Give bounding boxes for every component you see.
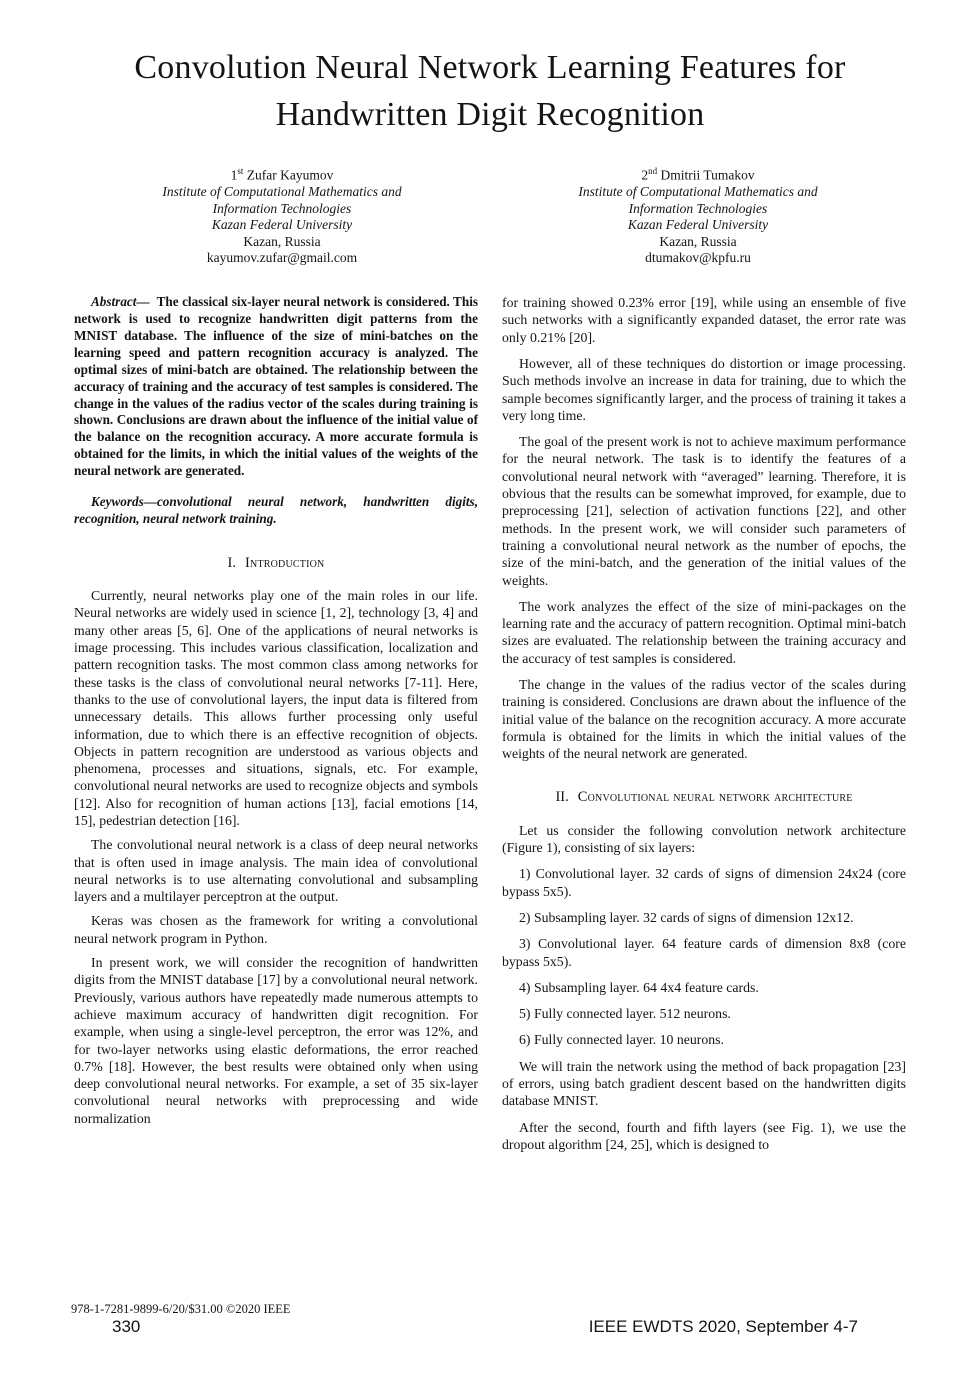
left-column bbox=[74, 294, 478, 1162]
footer-page-number: 330 bbox=[112, 1317, 141, 1336]
body-paragraph: The work analyzes the effect of the size of mini-packages on the learning rate and the accuracy of pattern recognition. Optimal mini-batch sizes are evaluated. The relationship between the training accuracy and the accuracy of test samples is considered. bbox=[502, 598, 906, 666]
author-2-affiliation-line-2: Information Technologies bbox=[628, 200, 768, 216]
author-2-affiliation-line-1: Institute of Computational Mathematics and bbox=[578, 184, 818, 200]
author-2-email: dtumakov@kpfu.ru bbox=[645, 250, 751, 266]
section-title: Convolutional neural network architecture bbox=[577, 789, 853, 806]
list-item-layer-1: 1) Convolutional layer. 32 cards of signs of dimension 24x24 (core bypass 5x5). bbox=[502, 866, 906, 899]
body-paragraph: Currently, neural networks play one of the main roles in our life. Neural networks are widely used in science [1, 2], technology [3, 4] and many other areas [5, 6]. One of the applications of neural networks is image processing. This includes various classification, localization and pattern recognition tasks. The most common class among networks for these tasks is the class of convolutional neural networks [7-11]. Here, thanks to the use of convolutional layers, the input data is filtered from unnecessary details. This allows further processing only useful information, due to which there is an effective recognition of objects. Objects in pattern recognition are understood as various objects and phenomena, processes and situations, signals, etc. For example, convolutional neural networks are used to recognize objects and symbols [12]. Also for recognition of human actions [13], facial emotions [14, 15], pedestrian detection [16]. bbox=[74, 588, 478, 828]
keywords bbox=[74, 494, 478, 528]
body-paragraph: for training showed 0.23% error [19], while using an ensemble of five such networks with a significantly expanded dataset, the error rate was only 0.21% [20]. bbox=[502, 295, 906, 345]
author-block-row bbox=[0, 163, 980, 267]
author-2 bbox=[490, 163, 906, 267]
abstract bbox=[74, 294, 478, 480]
author-2-university: Kazan Federal University bbox=[627, 217, 769, 233]
abstract-text: The classical six-layer neural network is considered. This network is used to recognize handwritten digit patterns from the MNIST database. The influence of the size of mini-batches on the learning speed and pattern recognition accuracy is analyzed. The optimal sizes of mini-batch are obtained. The relationship between the accuracy of training and the accuracy of test samples is considered. The change in the values of the radius vector of the scales during training is shown. Conclusions are drawn about the influence of the initial value of the balance on the recognition accuracy. A more accurate formula is obtained for the limits, in which the initial values of the weights of the neural network are generated. bbox=[74, 294, 478, 479]
footer-copyright: 978-1-7281-9899-6/20/$31.00 ©2020 IEEE bbox=[71, 1302, 291, 1316]
section-title: Introduction bbox=[245, 554, 325, 571]
paper-title-line-2: Handwritten Digit Recognition bbox=[275, 96, 705, 133]
list-item-layer-5: 5) Fully connected layer. 512 neurons. bbox=[519, 1006, 731, 1022]
body-paragraph: The change in the values of the radius vector of the scales during training is considered. Conclusions are drawn about the influence of the initial value of the balance on the recognition accuracy. A more accurate formula is obtained for the limits in which the initial values of the weights of the neural network are generated. bbox=[502, 677, 906, 762]
author-2-location: Kazan, Russia bbox=[659, 233, 737, 249]
list-item-layer-4: 4) Subsampling layer. 64 4x4 feature cards. bbox=[519, 979, 759, 995]
section-heading-architecture bbox=[502, 789, 906, 806]
keywords-label: Keywords— bbox=[91, 494, 157, 510]
paper-title-line-1: Convolution Neural Network Learning Features for bbox=[134, 49, 846, 86]
footer-conference: IEEE EWDTS 2020, September 4-7 bbox=[588, 1317, 858, 1336]
author-1-name: 1st Zufar Kayumov bbox=[230, 166, 334, 183]
author-2-name: 2nd Dmitrii Tumakov bbox=[641, 166, 755, 183]
author-1-email: kayumov.zufar@gmail.com bbox=[206, 250, 358, 266]
right-column bbox=[502, 294, 906, 1162]
abstract-label: Abstract— bbox=[91, 294, 150, 310]
keywords-text: convolutional neural network, handwritten digits, recognition, neural network training. bbox=[74, 494, 478, 526]
body-paragraph: The goal of the present work is not to achieve maximum performance for the neural network. The task is to identify the features of a convolutional neural network with “averaged” learning. Therefore, it is obvious that the results can be somewhat improved, for example, due to preprocessing [21], selection of activation functions [22], and other methods. In the present work, we will consider such parameters of training a convolutional neural network as the number of epochs, the size of the mini-batch, and the generation of the initial values of the weights. bbox=[502, 434, 906, 588]
author-1-location: Kazan, Russia bbox=[243, 233, 321, 249]
body-paragraph: We will train the network using the method of back propagation [23] of errors, using batch gradient descent based on the handwritten digits database MNIST. bbox=[502, 1058, 906, 1109]
author-1 bbox=[74, 163, 490, 267]
author-1-affiliation-line-2: Information Technologies bbox=[212, 200, 352, 216]
author-1-university: Kazan Federal University bbox=[211, 217, 353, 233]
body-paragraph: Let us consider the following convolution network architecture (Figure 1), consisting of six layers: bbox=[502, 822, 906, 856]
list-item-layer-2: 2) Subsampling layer. 32 cards of signs of dimension 12x12. bbox=[519, 909, 854, 925]
body-paragraph: Keras was chosen as the framework for writing a convolutional neural network program in Python. bbox=[74, 913, 478, 946]
list-item-layer-3: 3) Convolutional layer. 64 feature cards of dimension 8x8 (core bypass 5x5). bbox=[502, 936, 906, 969]
body-paragraph: However, all of these techniques do distortion or image processing. Such methods involve an increase in data for training, due to which the sample becomes significantly larger, and the process of training it takes a very long time. bbox=[502, 355, 906, 423]
section-number: II. bbox=[555, 789, 569, 806]
body-paragraph: The convolutional neural network is a class of deep neural networks that is often used in image analysis. The main idea of convolutional neural networks is to use alternating convolutional and subsampling layers and a multilayer perceptron at the output. bbox=[74, 837, 478, 905]
author-1-affiliation-line-1: Institute of Computational Mathematics and bbox=[162, 184, 402, 200]
list-item-layer-6: 6) Fully connected layer. 10 neurons. bbox=[519, 1032, 724, 1048]
section-heading-introduction bbox=[74, 555, 478, 572]
body-columns bbox=[0, 294, 980, 1162]
body-paragraph: In present work, we will consider the recognition of handwritten digits from the MNIST database [17] by a convolutional neural network. Previously, various authors have repeatedly made numerous attempts to achieve maximum accuracy of handwritten digit recognition. For example, when using a single-level perceptron, the error was 12%, and for two-layer networks using elastic deformations, the error reached 0.7% [18]. However, the best results were obtained only when using deep convolutional neural networks. For example, a set of 35 six-layer convolutional neural networks with preprocessing and wide normalization bbox=[74, 955, 478, 1126]
section-number: I. bbox=[227, 554, 236, 571]
paper-title bbox=[0, 44, 980, 138]
body-paragraph: After the second, fourth and fifth layers (see Fig. 1), we use the dropout algorithm [24, 25], which is designed to bbox=[502, 1119, 906, 1152]
